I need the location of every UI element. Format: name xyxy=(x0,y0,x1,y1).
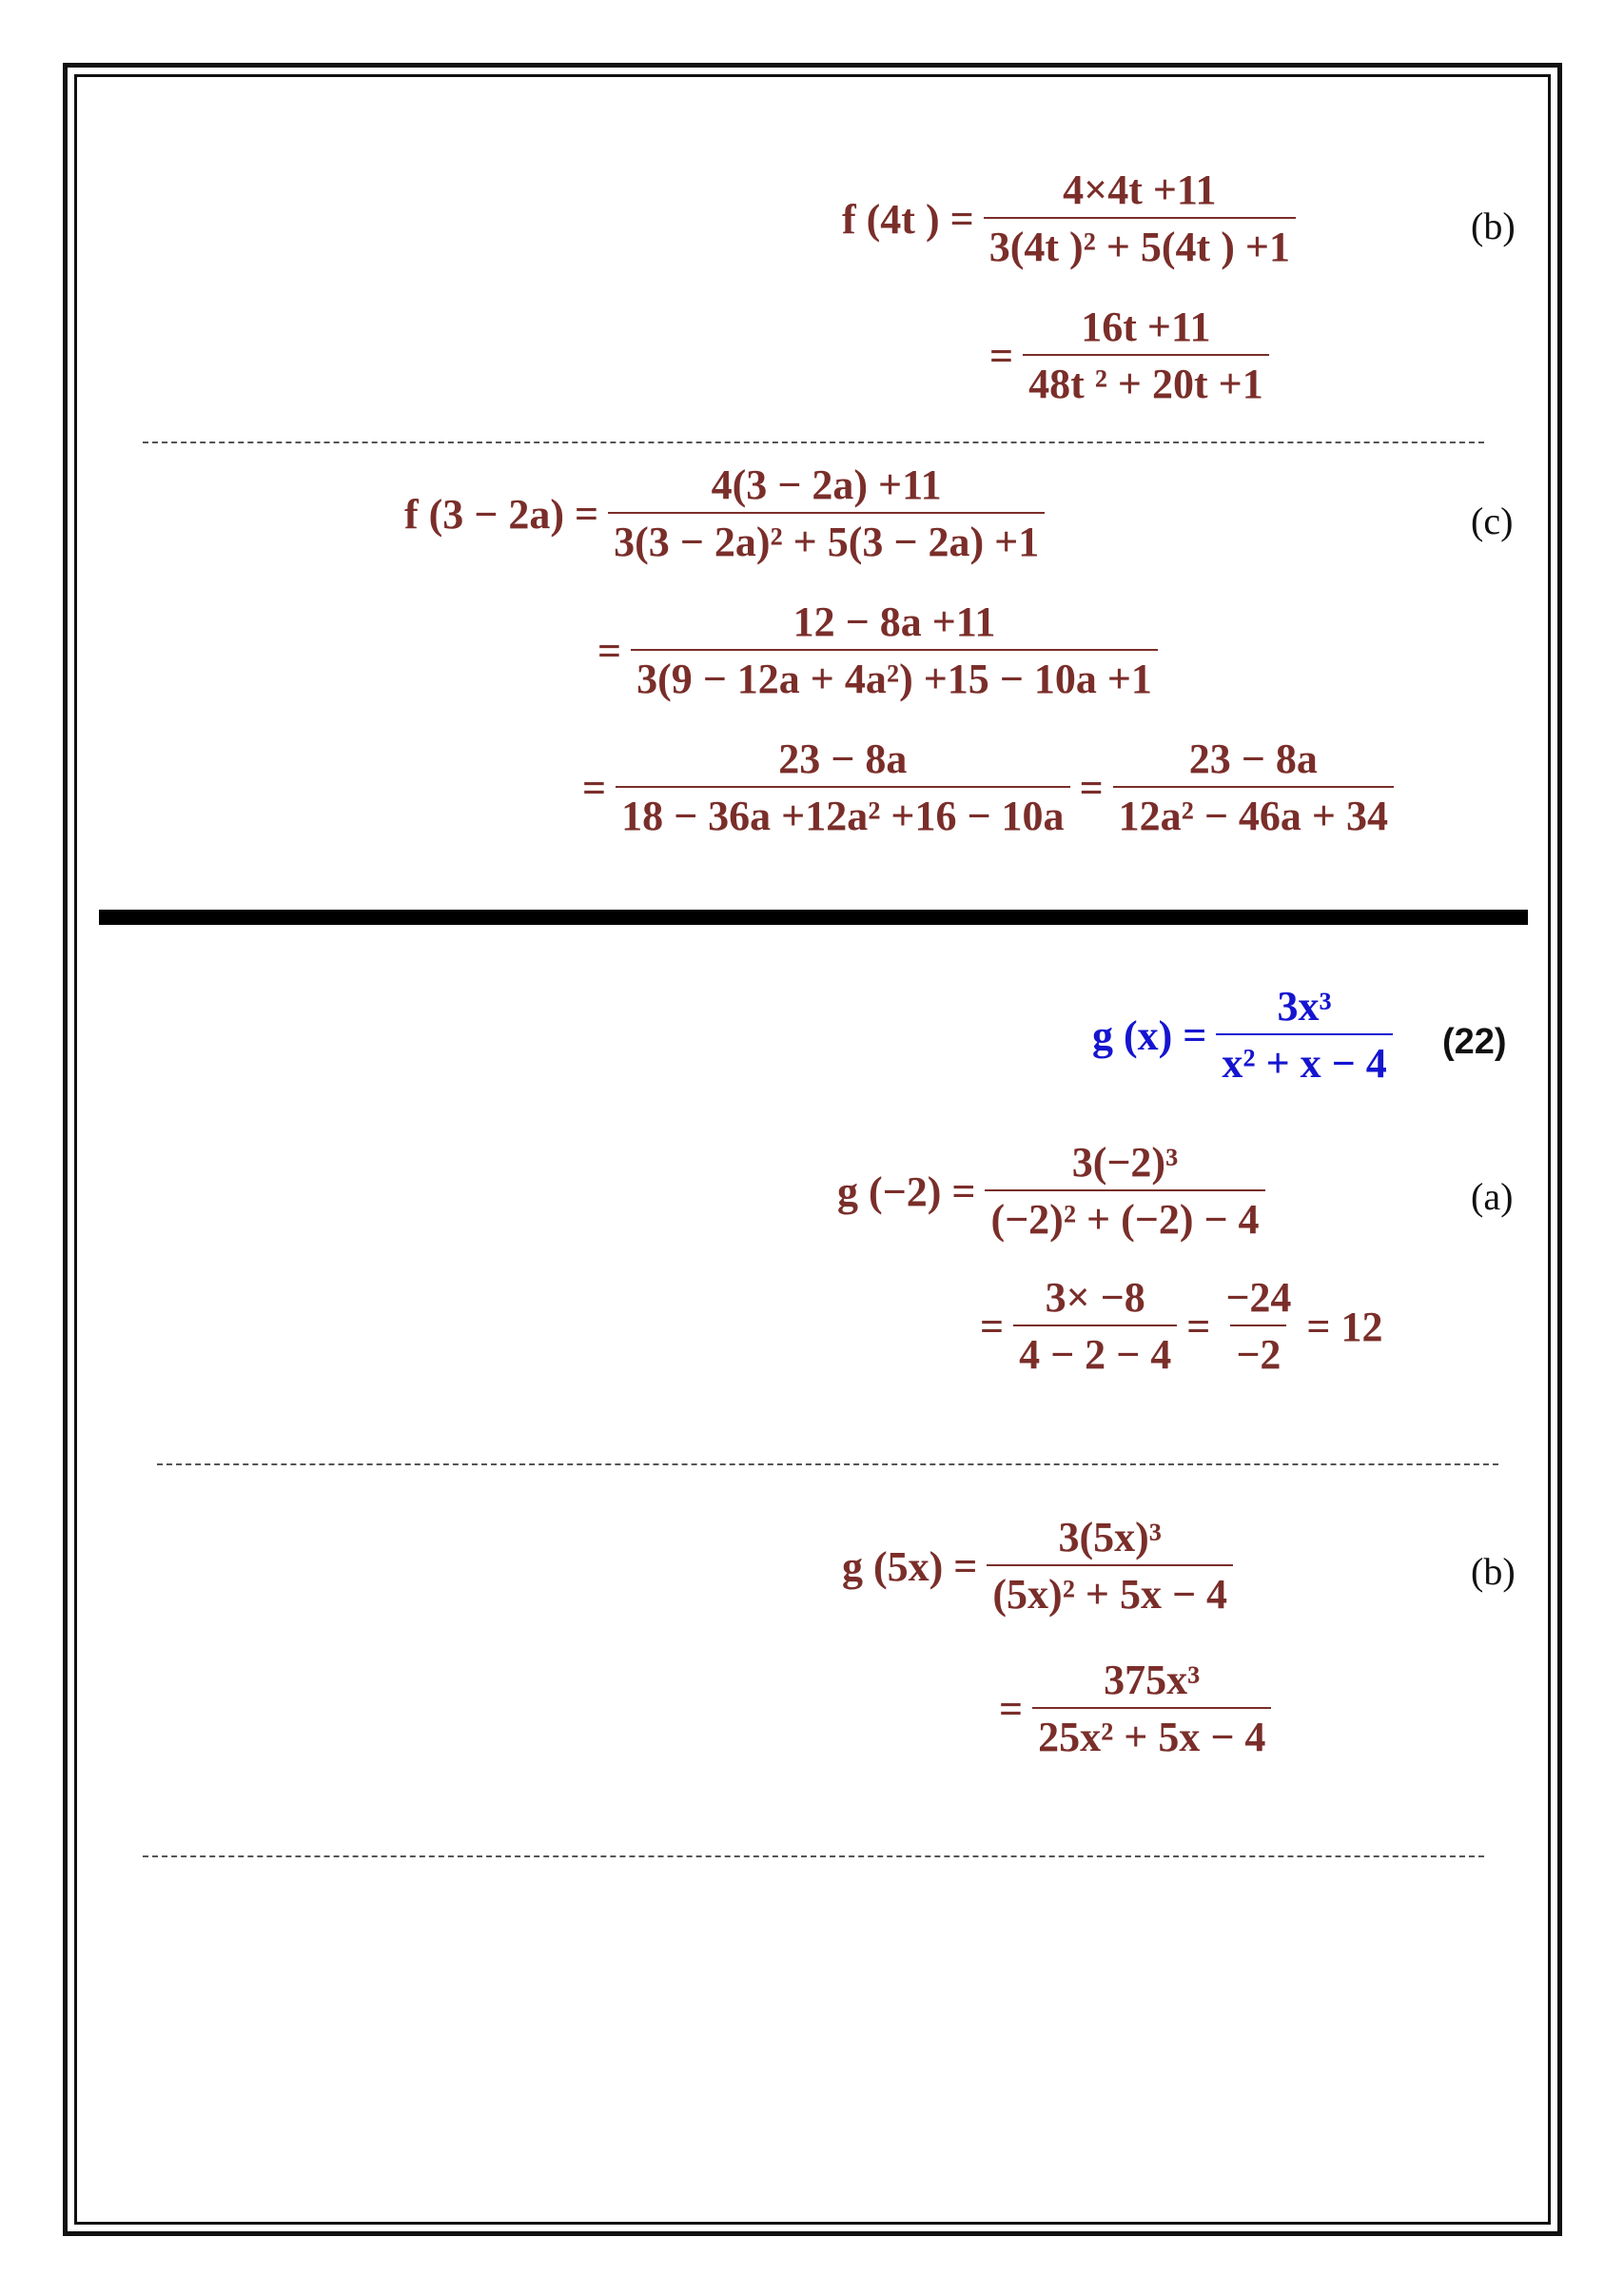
numerator: 375x³ xyxy=(1104,1657,1201,1703)
f-3-2a-fraction-3b xyxy=(1113,738,1394,837)
page-border-inner xyxy=(74,74,1551,2225)
f-4t-line-1 xyxy=(842,169,1296,268)
g-definition-fraction xyxy=(1216,983,1392,1087)
numerator: 3× −8 xyxy=(1045,1274,1145,1321)
numerator: 16t +11 xyxy=(1081,304,1211,350)
numerator: 3(−2)³ xyxy=(1071,1139,1179,1186)
denominator: 3(4t )² + 5(4t ) +1 xyxy=(984,217,1296,268)
section-divider-thick xyxy=(99,910,1528,925)
denominator: 25x² + 5x − 4 xyxy=(1032,1707,1271,1758)
f-4t-fraction-2 xyxy=(1023,306,1269,405)
g-lhs: g (x) = xyxy=(1092,1011,1207,1059)
denominator: (−2)² + (−2) − 4 xyxy=(985,1189,1264,1241)
f-4t-lhs: f (4t ) = xyxy=(842,195,974,243)
divider-dashed-2 xyxy=(157,1463,1498,1465)
f-4t-line-2 xyxy=(980,306,1269,405)
label-b-f: (b) xyxy=(1471,205,1516,247)
denominator: x² + x − 4 xyxy=(1216,1033,1392,1085)
label-a-g: (a) xyxy=(1471,1175,1514,1218)
g-5x-fraction-2 xyxy=(1032,1659,1271,1758)
numerator: 3x³ xyxy=(1277,983,1332,1030)
label-b-g: (b) xyxy=(1471,1550,1516,1593)
g-5x-line-2 xyxy=(989,1659,1271,1758)
numerator: 3(5x)³ xyxy=(1058,1514,1162,1560)
denominator: 48t ² + 20t +1 xyxy=(1023,354,1269,405)
label-c-f: (c) xyxy=(1471,500,1514,542)
equals-sign: = xyxy=(989,332,1014,380)
f-3-2a-fraction-2 xyxy=(631,601,1158,700)
f-3-2a-line-2 xyxy=(588,601,1158,700)
equals-sign: = xyxy=(597,627,622,675)
g-neg2-line-1 xyxy=(837,1139,1265,1243)
equals-sign: = xyxy=(1079,764,1104,812)
denominator: 3(9 − 12a + 4a²) +15 − 10a +1 xyxy=(631,649,1158,700)
denominator: 12a² − 46a + 34 xyxy=(1113,786,1394,837)
g-5x-line-1 xyxy=(842,1514,1233,1618)
numerator: 23 − 8a xyxy=(1188,736,1318,782)
numerator: 23 − 8a xyxy=(778,736,908,782)
f-4t-fraction-1 xyxy=(984,169,1296,268)
denominator: (5x)² + 5x − 4 xyxy=(987,1564,1233,1616)
equals-sign: = xyxy=(980,1303,1005,1350)
denominator: 3(3 − 2a)² + 5(3 − 2a) +1 xyxy=(608,512,1045,563)
equals-sign: = xyxy=(1186,1303,1211,1350)
f-3-2a-lhs: f (3 − 2a) = xyxy=(404,490,599,538)
f-3-2a-fraction-1 xyxy=(608,461,1045,565)
g-definition xyxy=(1092,983,1393,1087)
denominator: −2 xyxy=(1230,1325,1286,1376)
divider-dashed-3 xyxy=(143,1855,1484,1857)
f-3-2a-line-1 xyxy=(404,461,1045,565)
g-5x-lhs: g (5x) = xyxy=(842,1542,978,1590)
divider-dashed-1 xyxy=(143,442,1484,443)
result: = 12 xyxy=(1306,1303,1383,1350)
denominator: 18 − 36a +12a² +16 − 10a xyxy=(616,786,1069,837)
numerator: 4(3 − 2a) +11 xyxy=(711,461,942,508)
f-3-2a-fraction-3a xyxy=(616,738,1069,837)
numerator: −24 xyxy=(1225,1274,1292,1321)
g-5x-fraction-1 xyxy=(987,1514,1233,1618)
numerator: 4×4t +11 xyxy=(1063,167,1217,213)
g-neg2-fraction-2a xyxy=(1013,1274,1177,1378)
g-neg2-fraction-1 xyxy=(985,1139,1264,1243)
numerator: 12 − 8a +11 xyxy=(792,599,996,645)
g-neg2-line-2 xyxy=(970,1274,1392,1378)
equals-sign: = xyxy=(582,764,607,812)
f-3-2a-line-3 xyxy=(573,738,1394,837)
denominator: 4 − 2 − 4 xyxy=(1013,1325,1177,1376)
g-neg2-lhs: g (−2) = xyxy=(837,1168,976,1215)
g-neg2-fraction-2b xyxy=(1220,1274,1297,1378)
equals-sign: = xyxy=(999,1685,1024,1733)
problem-number: (22) xyxy=(1442,1022,1507,1062)
